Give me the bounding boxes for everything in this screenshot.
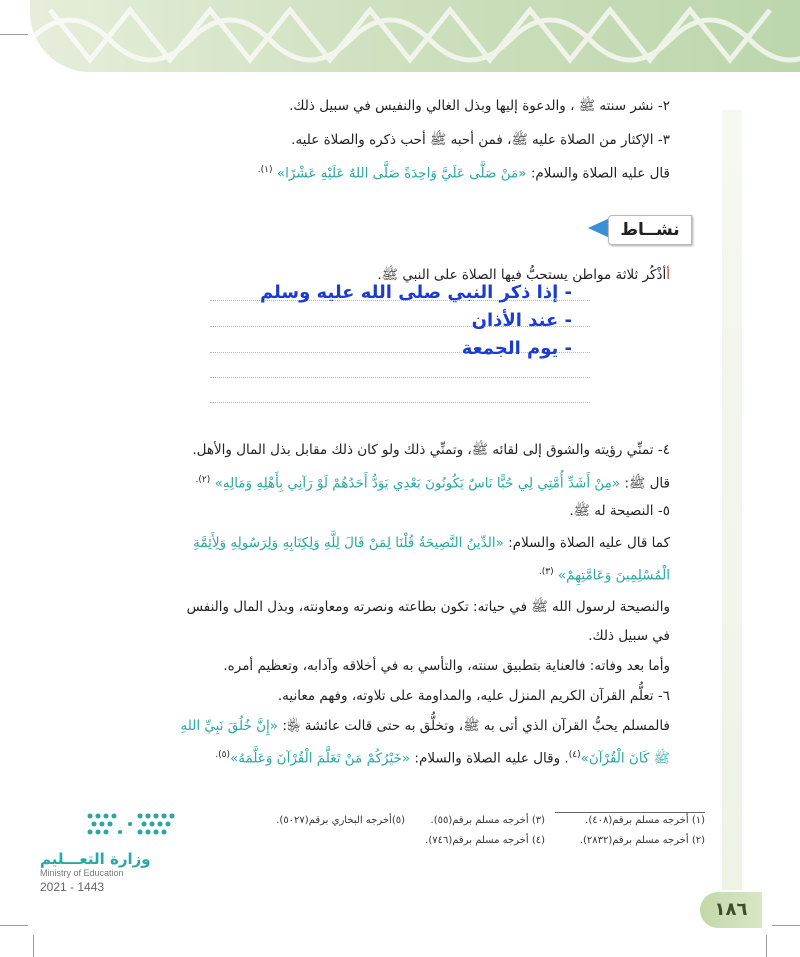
- hadith-quote: ﷺ كَانَ الْقُرْآنَ»: [580, 750, 670, 767]
- footnote-ref: (٤): [568, 750, 581, 760]
- footnote-ref: (١).: [257, 165, 273, 175]
- header-banner: [30, 0, 800, 72]
- crop-mark: [766, 935, 767, 957]
- hadith-quote: الْمُسْلِمِينَ وَعَامَّتِهِمْ»: [557, 567, 670, 584]
- text-line: ٥- النصيحة له ﷺ.: [569, 503, 670, 519]
- text-line: [60, 160, 670, 184]
- text-line: وأما بعد وفاته: فالعناية بتطبيق سنته، والتأسي به في أخلاقه وآدابه، وتعظيم أمره.: [223, 658, 670, 674]
- answer-line: [210, 402, 590, 403]
- text: . وقال عليه الصلاة والسلام:: [410, 750, 569, 767]
- crop-mark: [772, 925, 800, 926]
- text-line: ٢- نشر سنته ﷺ ، والدعوة إليها وبذل الغالي والنفيس في سبيل ذلك.: [289, 98, 670, 114]
- text-line: [60, 716, 670, 736]
- answer-line: [210, 377, 590, 378]
- hadith-quote: «مِنْ أَشَدِّ أُمَّتِي لِي حُبًّا نَاسٌ يَكُونُونَ بَعْدِي يَوَدُّ أَحَدُهُمْ لَوْ رَآنِي بِأَهْلِهِ وَمَالِهِ»: [214, 475, 621, 492]
- pattern-icon: [30, 0, 800, 72]
- ministry-logo: [40, 808, 180, 894]
- text: قال ﷺ:: [620, 475, 670, 492]
- text-line: والنصيحة لرسول الله ﷺ في حياته: تكون بطاعته ونصرته ومعاونته، وبذل المال والنفس: [186, 599, 670, 615]
- hadith-quote: «إِنَّ خُلُقَ نَبِيِّ اللهِ: [180, 718, 279, 734]
- text-line: [60, 470, 670, 494]
- text-line: في سبيل ذلك.: [588, 628, 670, 644]
- activity-header: [592, 215, 692, 243]
- text-line: ٣- الإكثار من الصلاة عليه ﷺ، فمن أحبه ﷺ أحب ذكره والصلاة عليه.: [291, 132, 670, 148]
- footnote: (١) أخرجه مسلم برقم(٤٠٨).: [585, 815, 705, 826]
- footnote: (٢) أخرجه مسلم برقم(٢٨٣٢).: [579, 835, 705, 846]
- activity-prompt: أأذْكُر ثلاثة مواطن يستحبُّ فيها الصلاة على النبي ﷺ.: [377, 267, 670, 283]
- crop-mark: [0, 34, 28, 35]
- side-strip: [722, 110, 742, 890]
- footnote: (٤) أخرجه مسلم برقم(٧٤٦).: [425, 835, 545, 846]
- footnote-rule: [555, 812, 705, 813]
- hadith-quote: «مَنْ صَلَّى عَلَيَّ وَاحِدَةً صَلَّى اللهُ عَلَيْهِ عَشْرًا»: [276, 165, 527, 182]
- text-line: [60, 562, 670, 586]
- ministry-name-ar: وزارة التعـــليم: [40, 850, 151, 868]
- crop-mark: [0, 925, 28, 926]
- text: أذْكُر ثلاثة مواطن يستحبُّ فيها الصلاة على النبي ﷺ.: [377, 267, 667, 283]
- text-line: ٤- تمنِّي رؤيته والشوق إلى لقائه ﷺ، وتمنِّي ذلك ولو كان ذلك مقابل بذل المال والأهل.: [192, 442, 670, 458]
- ministry-name-en: Ministry of Education: [40, 868, 124, 878]
- footnote-ref: (٥).: [215, 750, 231, 760]
- handwritten-answer: - عند الأذان: [471, 310, 572, 331]
- year-label: 2021 - 1443: [40, 880, 105, 894]
- footnote: (٣) أخرجه مسلم برقم(٥٥).: [430, 815, 545, 826]
- text: فالمسلم يحبُّ القرآن الذي أتى به ﷺ، وتخلُّق به حتى قالت عائشة ﵂:: [278, 718, 670, 734]
- text: كما قال عليه الصلاة والسلام:: [503, 535, 670, 551]
- footnote: (٥)أخرجه البخاري برقم(٥٠٢٧).: [276, 815, 405, 826]
- footnote-ref: (٣).: [538, 567, 554, 577]
- activity-label: نشــاط: [608, 215, 692, 245]
- text-line: ٦- تعلُّم القرآن الكريم المنزل عليه، والمداومة على تلاوته، وفهم معانيه.: [277, 688, 670, 704]
- dots-logo-icon: [80, 808, 180, 844]
- footnote-ref: (٢).: [195, 475, 211, 485]
- text-line: [60, 745, 670, 769]
- text-line: [60, 533, 670, 553]
- handwritten-answer: - إذا ذكر النبي صلى الله عليه وسلم: [259, 282, 572, 303]
- text: قال عليه الصلاة والسلام:: [526, 165, 670, 182]
- hadith-quote: «خَيْرُكُمْ مَنْ تَعَلَّمَ الْقُرْآنَ وَعَلَّمَهُ»: [230, 750, 411, 767]
- page-number: ١٨٦: [700, 892, 762, 928]
- crop-mark: [33, 935, 34, 957]
- hadith-quote: «الدِّينُ النَّصِيحَةُ قُلْنَا لِمَنْ قَالَ لِلَّهِ وَلِكِتَابِهِ وَلِرَسُولِهِ وَلِأَئِمَّةِ: [193, 535, 504, 551]
- handwritten-answer: - يوم الجمعة: [461, 338, 572, 359]
